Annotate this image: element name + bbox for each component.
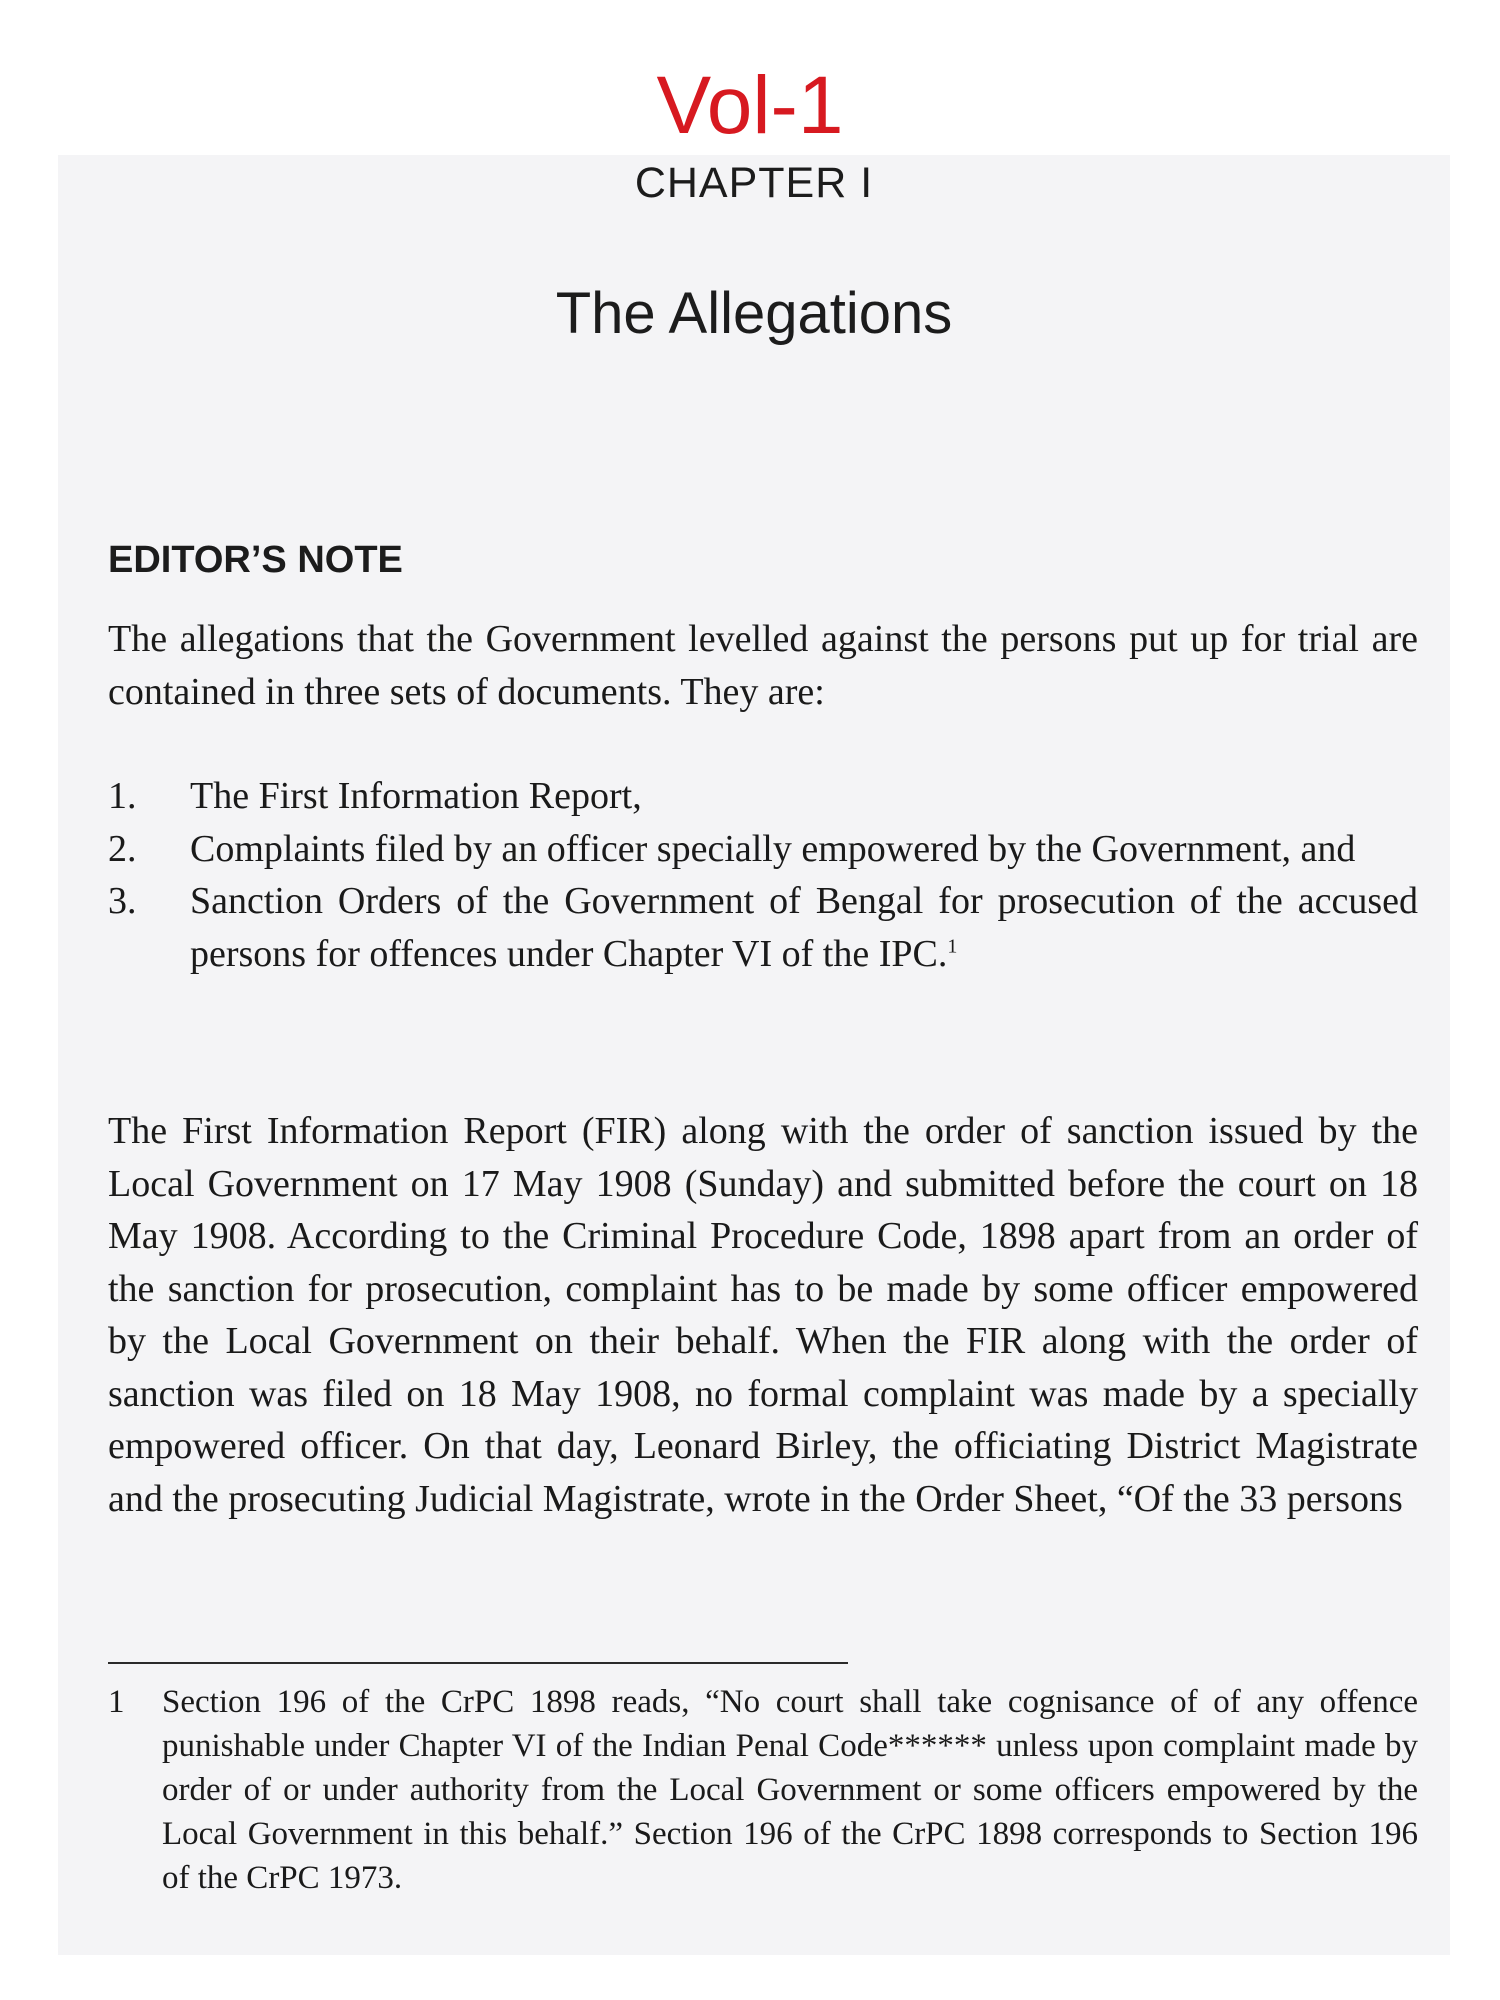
volume-label: Vol-1 bbox=[656, 60, 844, 151]
list-item bbox=[108, 823, 1418, 876]
list-item-text: Complaints filed by an officer specially empowered by the Government, and bbox=[190, 827, 1356, 870]
list-item-number: 3. bbox=[108, 880, 137, 922]
list-item-number: 2. bbox=[108, 827, 137, 870]
editors-note-intro: The allegations that the Government levelled against the persons put up for trial are contained in three sets of documents. They are: bbox=[108, 618, 1418, 713]
footnote-number: 1 bbox=[108, 1684, 125, 1720]
editors-note-heading: EDITOR’S NOTE bbox=[108, 539, 403, 581]
documents-list bbox=[108, 770, 1418, 980]
book-page bbox=[58, 155, 1450, 1955]
list-item bbox=[108, 875, 1418, 980]
footnote-reference[interactable]: 1 bbox=[947, 934, 958, 957]
chapter-title: The Allegations bbox=[555, 281, 953, 346]
footnote-text: Section 196 of the CrPC 1898 reads, “No court shall take cognisance of of any offence punishable under Chapter VI of the Indian Penal Code****** unless upon complaint made by order of or under authority from the Local Government or some officers empowered by the Local Government in this behalf.” Section 196 of the CrPC 1898 corresponds to Section 196 of the CrPC 1973. bbox=[162, 1684, 1418, 1896]
footnote bbox=[108, 1680, 1418, 1900]
footnote-divider bbox=[108, 1662, 848, 1664]
list-item-text: The First Information Report, bbox=[190, 775, 642, 817]
chapter-label: CHAPTER I bbox=[634, 159, 874, 207]
list-item-number: 1. bbox=[108, 775, 137, 817]
body-paragraph: The First Information Report (FIR) along with the order of sanction issued by the Local Government on 17 May 1908 (Sunday) and submitted before the court on 18 May 1908. According to the Criminal Procedure Code, 1898 apart from an order of the sanction for prosecution, complaint has to be made by some officer empowered by the Local Government on their behalf. When the FIR along with the order of sanction was filed on 18 May 1908, no formal complaint was made by a specially empowered officer. On that day, Leonard Birley, the officiating District Magistrate and the prosecuting Judicial Magistrate, wrote in the Order Sheet, “Of the 33 persons bbox=[108, 1110, 1418, 1520]
list-item-text: Sanction Orders of the Government of Bengal for prosecution of the accused persons for offences under Chapter VI of the IPC. bbox=[190, 880, 1418, 975]
list-item bbox=[108, 770, 1418, 823]
